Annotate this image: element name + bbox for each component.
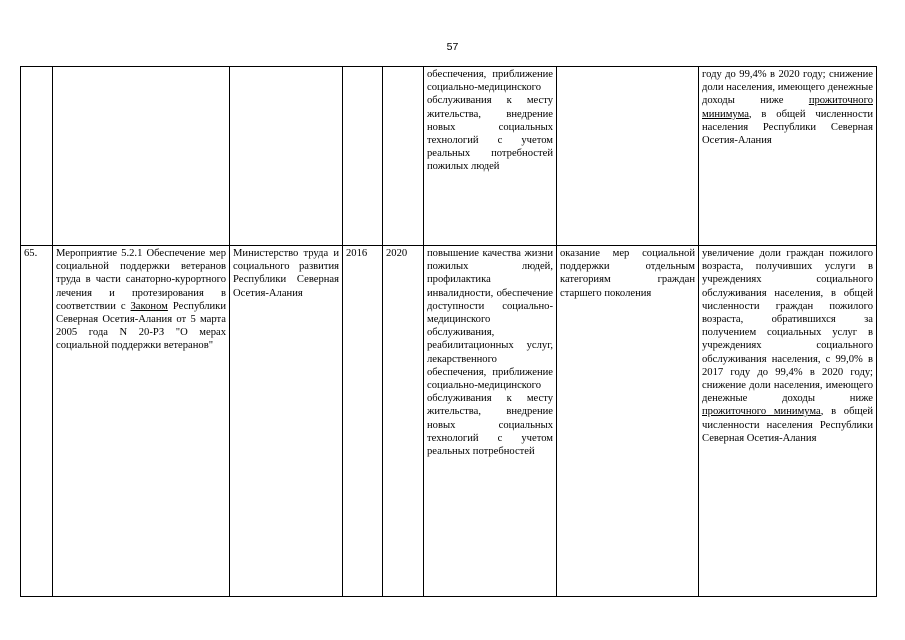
year-start-cell: [343, 67, 383, 246]
subsistence-minimum-link[interactable]: прожиточного минимума: [702, 406, 821, 418]
law-link[interactable]: Законом: [130, 300, 168, 312]
indicator-text-tail: , в общей численности населения Республики Северная Осетия-Алания: [702, 108, 873, 147]
result-cell: обеспечения, приближение социально-медицинского обслуживания к месту жительства, внедрение новых социальных технологий с учетом реальных потребностей пожилых людей: [424, 67, 557, 246]
row-number-cell: [21, 67, 53, 246]
year-end-cell: [383, 67, 424, 246]
executor-cell: Министерство труда и социального развития Республики Северная Осетия-Алания: [230, 246, 343, 597]
main-directions-cell: [557, 67, 699, 246]
table-row: [21, 246, 877, 597]
row-number-cell: 65.: [21, 246, 53, 597]
indicator-text: увеличение доли граждан пожилого возраста, получивших услуги в учреждениях социального обслуживания населения, в общей численности граждан пожилого возраста, обратившихся за получением социальных услуг в учреждениях социального обслуживания населения, с 99,0% в 2017 году до 99,4% в 2020 году; снижение доли населения, имеющего денежные доходы ниже: [702, 248, 873, 405]
year-start-cell: 2016: [343, 246, 383, 597]
main-directions-cell: оказание мер социальной поддержки отдельным категориям граждан старшего поколения: [557, 246, 699, 597]
subsistence-minimum-link[interactable]: прожиточного минимума: [702, 95, 873, 120]
indicator-text: году до 99,4% в 2020 году; снижение доли населения, имеющего денежные доходы ниже: [702, 69, 873, 107]
indicator-cell: [699, 67, 877, 246]
indicator-cell: [699, 246, 877, 597]
year-end-cell: 2020: [383, 246, 424, 597]
measure-cell: [53, 246, 230, 597]
indicator-text-tail: , в общей численности населения Республики Северная Осетия-Алания: [702, 406, 873, 444]
page-number: 57: [446, 41, 459, 53]
executor-cell: [230, 67, 343, 246]
measure-text-tail: Республики Северная Осетия-Алания от 5 марта 2005 года N 20-РЗ "О мерах социальной поддержки ветеранов": [56, 300, 227, 352]
measure-cell: [53, 67, 230, 246]
result-cell: повышение качества жизни пожилых людей, профилактика инвалидности, обеспечение доступности социально-медицинского обслуживания, реабилитационных услуг, лекарственного обеспечения, приближение социально-медицинского обслуживания к месту жительства, внедрение новых социальных технологий с учетом реальных потребностей: [424, 246, 557, 597]
measure-text: Мероприятие 5.2.1 Обеспечение мер социальной поддержки ветеранов труда в части санаторно-курортного лечения и протезирования в соответствии с: [56, 248, 226, 312]
table-row: [21, 67, 877, 246]
measures-table: [20, 66, 877, 597]
